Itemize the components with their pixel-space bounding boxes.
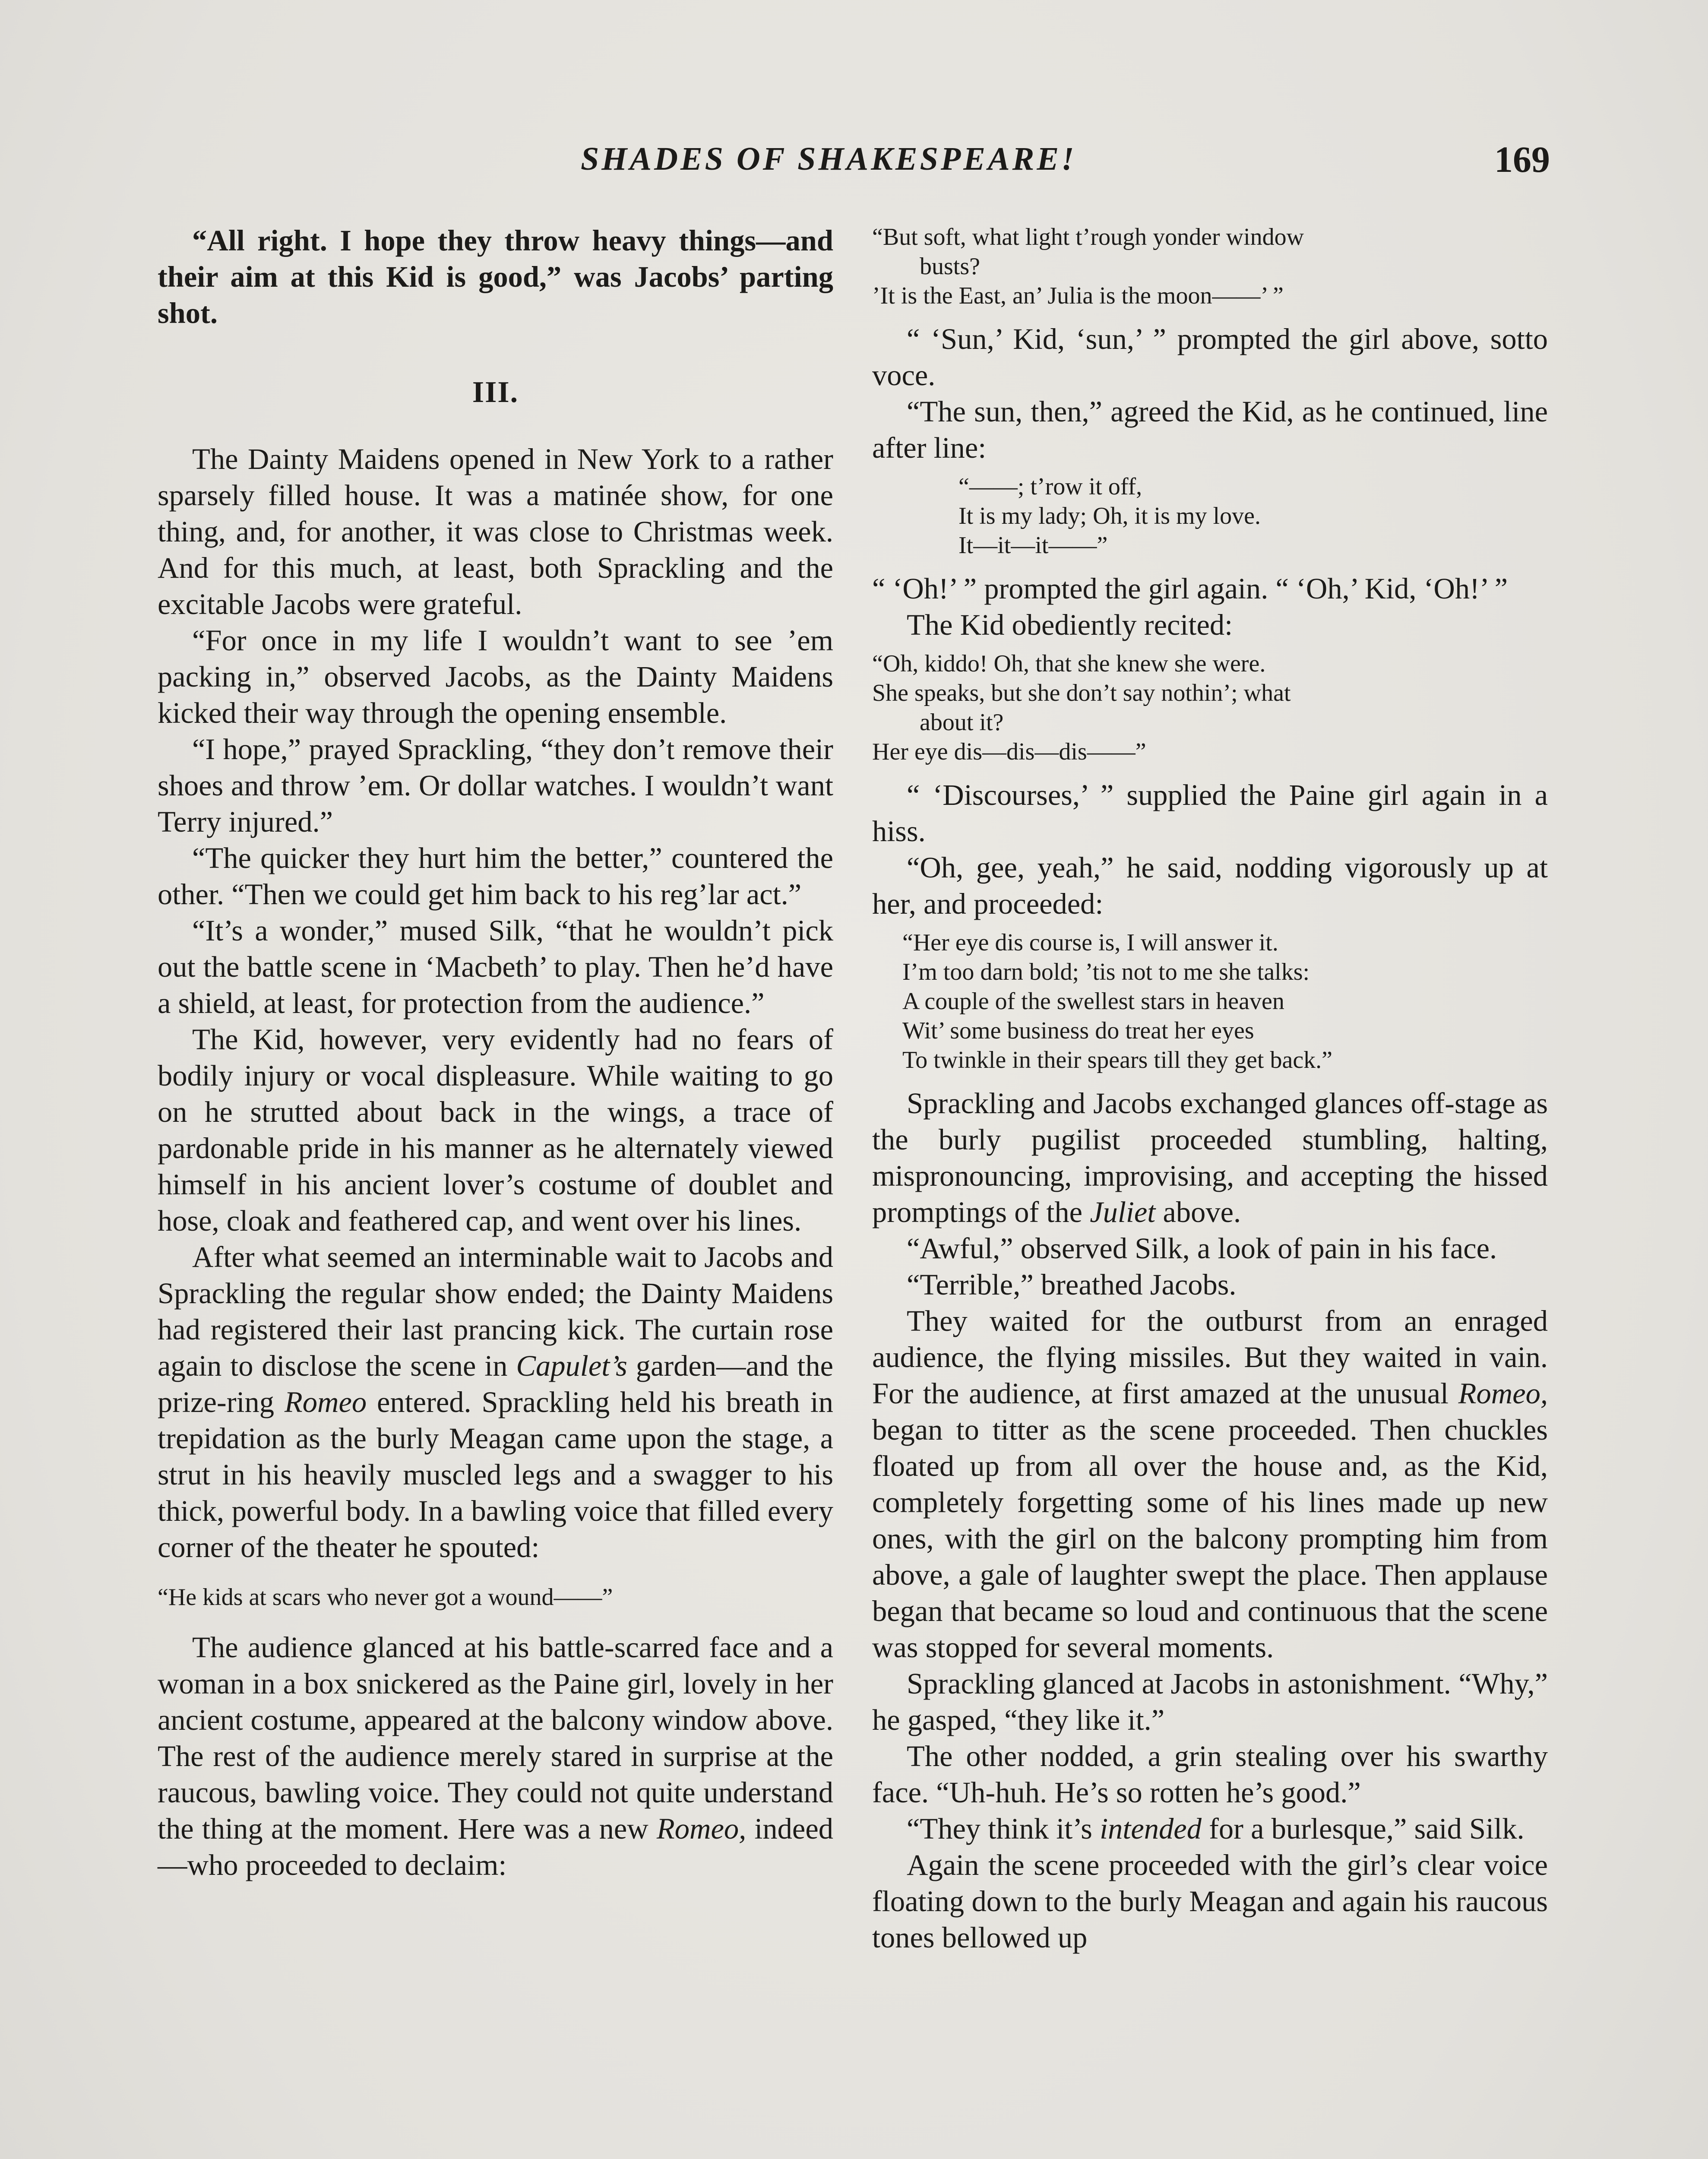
paragraph: “Awful,” observed Silk, a look of pain in his face. (907, 1232, 1497, 1265)
paragraph-text: entered. Sprackling held his breath in trepidation as the burly Meagan came upon the stage, a strut in his heavily muscled legs and a swagger to his thick, powerful body. In a bawling voice that filled every corner of the theater he spouted: (158, 1386, 833, 1564)
italic-text: intended (1100, 1812, 1202, 1845)
paragraph: The Kid obediently recited: (907, 608, 1233, 641)
italic-text: Romeo (284, 1386, 367, 1418)
paragraph-text: began to titter as the scene proceeded. Then chuckles floated up from all over the house and, as the Kid, completely forgetting some of his lines made up new ones, with the girl on the balcony prompting him from above, a gale of laughter swept the place. Then applause began that became so loud and continuous that the scene was stopped for several moments. (872, 1413, 1548, 1664)
verse-line: “He kids at scars who never got a wound——” (158, 1584, 613, 1611)
running-head (158, 140, 1550, 192)
paragraph (872, 1085, 1548, 1230)
verse-quote (158, 1583, 833, 1612)
verse-line: about it? (920, 709, 1004, 736)
paragraph-text: indeed—who proceeded to declaim: (158, 1812, 833, 1881)
verse-line: It is my lady; Oh, it is my love. (958, 503, 1261, 529)
verse-line: “——; t’row it off, (958, 473, 1142, 500)
paragraph-text: They waited for the outburst from an enraged audience, the flying missiles. But they waited in vain. For the audience, at first amazed at the unusual (872, 1304, 1548, 1410)
italic-text: Romeo, (656, 1812, 746, 1845)
paragraph-text: After what seemed an interminable wait to Jacobs and Sprackling the regular show ended; the Dainty Maidens had registered their last prancing kick. The curtain rose again to disclose the scene in (158, 1241, 833, 1382)
paragraph: The Kid, however, very evidently had no fears of bodily injury or vocal displeasure. While waiting to go on he strutted about back in the wings, a trace of pardonable pride in his manner as he alternately viewed himself in his ancient lover’s costume of doublet and hose, cloak and feathered cap, and went over his lines. (158, 1023, 833, 1237)
paragraph: “For once in my life I wouldn’t want to see ’em packing in,” observed Jacobs, as the Dainty Maidens kicked their way through the opening ensemble. (158, 624, 833, 729)
italic-text: Juliet (1090, 1196, 1156, 1228)
verse-line: “Oh, kiddo! Oh, that she knew she were. (872, 650, 1266, 677)
paragraph-text: for a burlesque,” said Silk. (1201, 1812, 1525, 1845)
paragraph: “It’s a wonder,” mused Silk, “that he wouldn’t pick out the battle scene in ‘Macbeth’ to play. Then he’d have a shield, at least, for protection from the audience.” (158, 914, 833, 1019)
verse-line: busts? (920, 253, 980, 280)
verse-line: Wit’ some business do treat her eyes (902, 1017, 1254, 1044)
right-column (872, 222, 1548, 1956)
verse-line: She speaks, but she don’t say nothin’; what (872, 680, 1291, 706)
paragraph (872, 1811, 1548, 1847)
paragraph: “The quicker they hurt him the better,” countered the other. “Then we could get him back to his reg’lar act.” (158, 842, 833, 911)
verse-line: It—it—it——” (958, 532, 1108, 559)
section-heading: III. (472, 376, 519, 409)
verse-quote (872, 928, 1548, 1075)
paragraph-text: “All right. I hope they throw heavy things—and their aim at this Kid is good,” was Jacobs’ parting shot. (158, 224, 833, 329)
paragraph: “The sun, then,” agreed the Kid, as he continued, line after line: (872, 395, 1548, 464)
paragraph: The Dainty Maidens opened in New York to a rather sparsely filled house. It was a matinée show, for one thing, and, for another, it was close to Christmas week. And for this much, at least, both Sprackling and the excitable Jacobs were grateful. (158, 443, 833, 620)
paragraph: “ ‘Discourses,’ ” supplied the Paine girl again in a hiss. (872, 779, 1548, 848)
paragraph: Again the scene proceeded with the girl’s clear voice floating down to the burly Meagan and again his raucous tones bellowed up (872, 1849, 1548, 1954)
verse-line: “But soft, what light t’rough yonder window (872, 224, 1304, 250)
page-number: 169 (1494, 139, 1550, 180)
paragraph (158, 1629, 833, 1883)
italic-text: Capulet’s (516, 1349, 627, 1382)
verse-quote (872, 222, 1548, 310)
verse-line: To twinkle in their spears till they get back.” (902, 1047, 1333, 1073)
verse-quote (872, 649, 1548, 766)
paragraph: “Oh, gee, yeah,” he said, nodding vigorously up at her, and proceeded: (872, 851, 1548, 920)
paragraph: Sprackling glanced at Jacobs in astonishment. “Why,” he gasped, “they like it.” (872, 1667, 1548, 1736)
running-title: SHADES OF SHAKESPEARE! (581, 141, 1077, 177)
paragraph (158, 1239, 833, 1565)
verse-line: A couple of the swellest stars in heaven (902, 988, 1284, 1015)
verse-line: I’m too darn bold; ’tis not to me she talks: (902, 959, 1310, 985)
verse-quote (872, 472, 1548, 560)
paragraph: The other nodded, a grin stealing over his swarthy face. “Uh-huh. He’s so rotten he’s good.” (872, 1740, 1548, 1809)
paragraph-text: “They think it’s (907, 1812, 1100, 1845)
verse-line: ’It is the East, an’ Julia is the moon——’ ” (872, 282, 1284, 309)
paragraph: “ ‘Sun,’ Kid, ‘sun,’ ” prompted the girl above, sotto voce. (872, 323, 1548, 392)
paragraph-text: above. (1155, 1196, 1241, 1228)
paragraph-text: Sprackling and Jacobs exchanged glances off-stage as the burly pugilist proceeded stumbling, halting, mispronouncing, improvising, and accepting the hissed promptings of the (872, 1087, 1548, 1228)
italic-text: Romeo, (1458, 1377, 1548, 1410)
paragraph-text: garden—and the prize-ring (158, 1349, 833, 1418)
paragraph-text: The audience glanced at his battle-scarred face and a woman in a box snickered as the Paine girl, lovely in her ancient costume, appeared at the balcony window above. The rest of the audience merely stared in surprise at the raucous, bawling voice. They could not quite understand the thing at the moment. Here was a new (158, 1631, 833, 1845)
verse-line: Her eye dis—dis—dis——” (872, 738, 1146, 765)
paragraph (158, 222, 833, 331)
left-column (158, 222, 833, 1883)
paragraph: “ ‘Oh!’ ” prompted the girl again. “ ‘Oh,’ Kid, ‘Oh!’ ” (872, 572, 1508, 605)
paragraph (872, 1303, 1548, 1665)
paragraph: “Terrible,” breathed Jacobs. (907, 1268, 1237, 1301)
paragraph: “I hope,” prayed Sprackling, “they don’t remove their shoes and throw ’em. Or dollar watches. I wouldn’t want Terry injured.” (158, 733, 833, 838)
verse-line: “Her eye dis course is, I will answer it. (902, 929, 1278, 956)
